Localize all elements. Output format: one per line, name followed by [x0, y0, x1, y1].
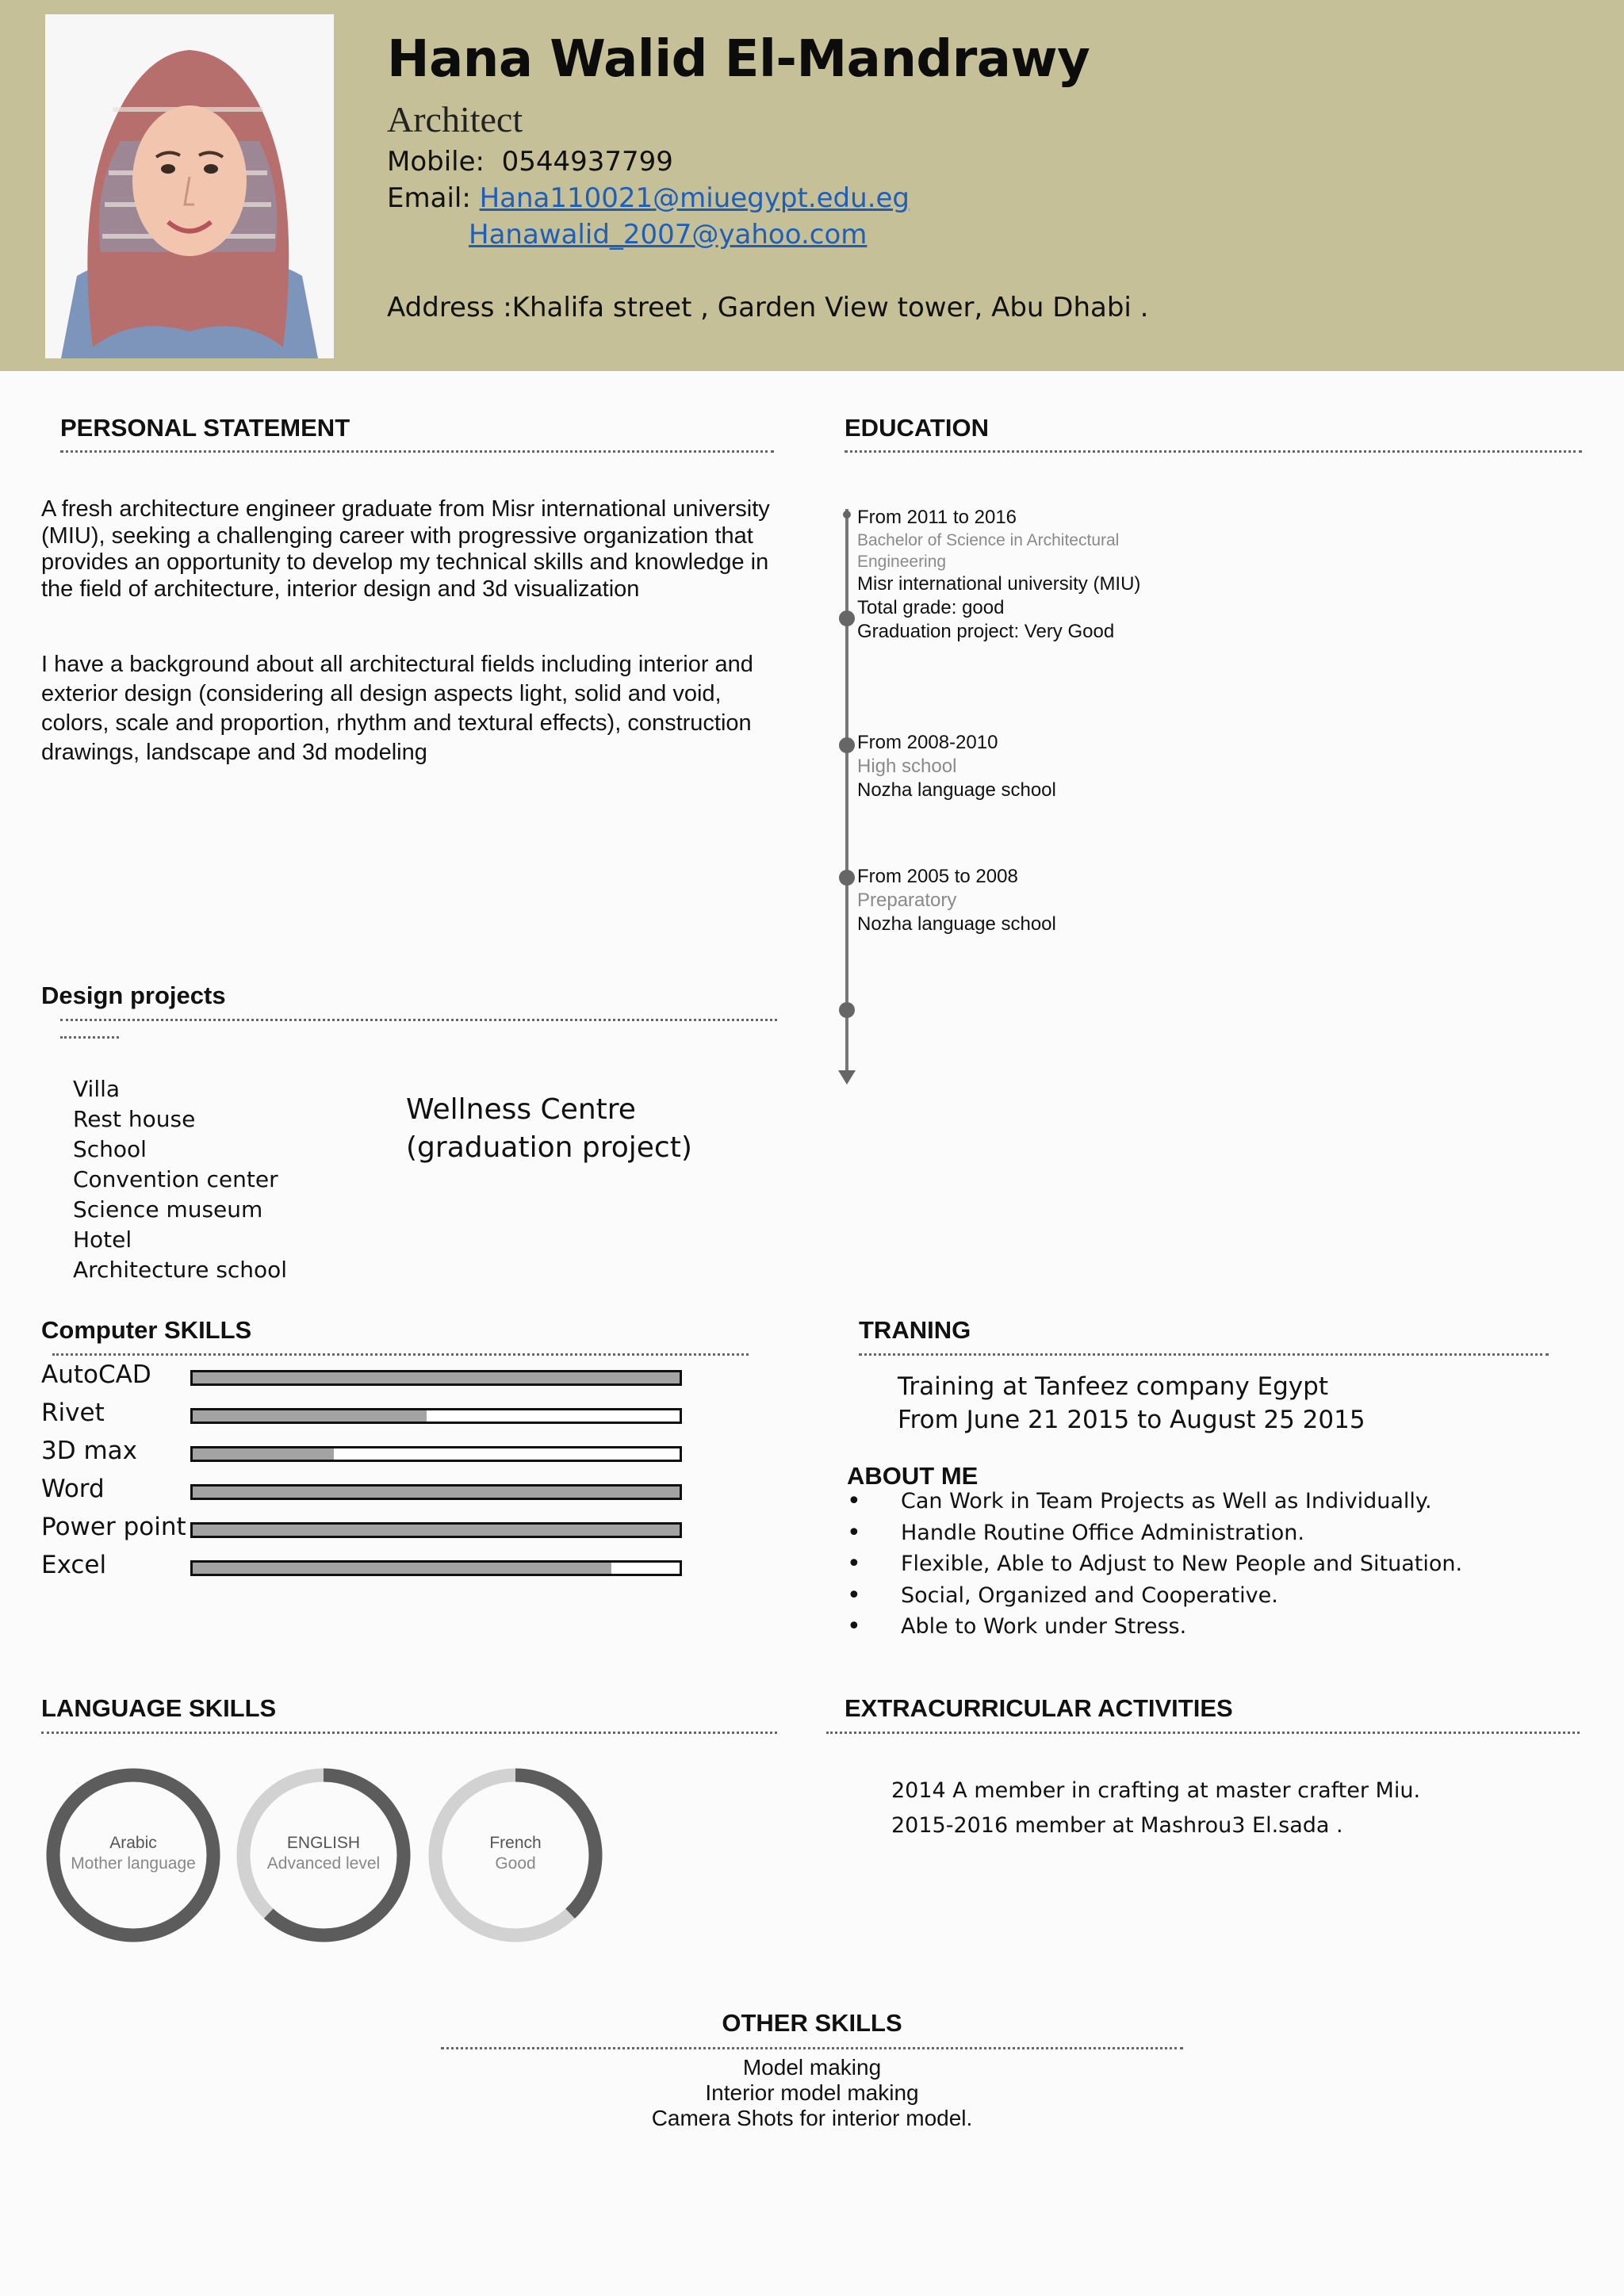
education-period: From 2011 to 2016	[857, 507, 1017, 528]
language-level: Advanced level	[266, 1854, 381, 1873]
email-line-secondary	[469, 219, 867, 251]
education-entry	[857, 865, 1056, 936]
project-item: Rest house	[73, 1106, 196, 1132]
skill-bar-fill	[193, 1448, 334, 1460]
language-name: ENGLISH	[286, 1834, 361, 1852]
skill-bar	[190, 1408, 682, 1424]
about-list	[847, 1486, 1462, 1643]
language-skills-heading: LANGUAGE SKILLS	[41, 1694, 277, 1722]
project-item: Architecture school	[73, 1257, 288, 1283]
other-skills-list	[0, 2055, 1624, 2131]
about-item: • Social, Organized and Cooperative.	[847, 1580, 1462, 1612]
about-item: • Handle Routine Office Administration.	[847, 1517, 1462, 1549]
skill-bar-fill	[193, 1372, 680, 1383]
mobile-label: Mobile:	[387, 146, 485, 178]
divider	[41, 1732, 777, 1734]
timeline-dot	[839, 1002, 855, 1018]
education-detail: Nozha language school	[857, 913, 1056, 935]
skill-label: Rivet	[41, 1399, 105, 1427]
extracurricular-item: 2015-2016 member at Mashrou3 El.sada .	[891, 1813, 1343, 1838]
email-link-primary[interactable]: Hana110021@miuegypt.edu.eg	[479, 182, 910, 214]
skill-bar	[190, 1370, 682, 1386]
job-title: Architect	[387, 99, 523, 140]
training-line: Training at Tanfeez company Egypt	[898, 1372, 1328, 1401]
skill-label: AutoCAD	[41, 1360, 151, 1389]
about-item: • Can Work in Team Projects as Well as Individually.	[847, 1486, 1462, 1517]
candidate-name: Hana Walid El-Mandrawy	[387, 30, 1090, 89]
timeline-arrow-icon	[838, 1070, 856, 1086]
education-detail: Nozha language school	[857, 779, 1056, 801]
divider	[60, 1036, 119, 1039]
language-level: Mother language	[71, 1854, 196, 1873]
project-item: Science museum	[73, 1196, 263, 1223]
extracurricular-item: 2014 A member in crafting at master crafter Miu.	[891, 1778, 1421, 1803]
skill-bar	[190, 1522, 682, 1538]
education-period: From 2008-2010	[857, 732, 998, 753]
divider	[859, 1353, 1549, 1356]
project-item: School	[73, 1136, 147, 1162]
skill-bar	[190, 1560, 682, 1576]
other-skill-item: Camera Shots for interior model.	[651, 2106, 973, 2130]
personal-statement-heading: PERSONAL STATEMENT	[60, 414, 350, 442]
education-heading: EDUCATION	[845, 414, 989, 442]
personal-statement-p2: I have a background about all architectural fields including interior and exterior design (considering all design aspects light, solid and void, colors, scale and proportion, rhythm and textural effects), construction drawings, landscape and 3d modeling	[41, 652, 753, 765]
skill-label: Excel	[41, 1551, 107, 1579]
timeline-dot	[839, 610, 855, 626]
project-item: Hotel	[73, 1226, 132, 1253]
education-degree: Preparatory	[857, 890, 957, 911]
profile-photo	[45, 14, 334, 358]
education-period: From 2005 to 2008	[857, 866, 1018, 887]
graduation-project-note: (graduation project)	[406, 1131, 692, 1164]
education-detail: Misr international university (MIU)	[857, 573, 1141, 595]
project-item: Convention center	[73, 1166, 278, 1192]
about-item: • Flexible, Able to Adjust to New People and Situation.	[847, 1548, 1462, 1580]
education-entry	[857, 731, 1056, 802]
training-details	[898, 1370, 1365, 1437]
portrait-illustration	[45, 14, 334, 358]
education-detail: Graduation project: Very Good	[857, 621, 1115, 642]
design-projects-heading: Design projects	[41, 982, 226, 1009]
language-name: French	[489, 1834, 542, 1852]
about-heading: ABOUT ME	[847, 1462, 979, 1490]
education-degree: Bachelor of Science in Architectural	[857, 531, 1120, 549]
language-level: Good	[495, 1854, 536, 1873]
skill-bar-fill	[193, 1563, 611, 1574]
divider	[60, 450, 774, 453]
personal-statement-p1: A fresh architecture engineer graduate from Misr international university (MIU), seeking a challenging career with progressive organization that provides an opportunity to develop my technical skills and knowledge in the field of architecture, interior design and 3d visualization	[41, 496, 770, 602]
divider	[845, 450, 1582, 453]
language-label	[436, 1833, 595, 1874]
skill-bar-fill	[193, 1487, 680, 1498]
training-heading: TRANING	[859, 1316, 971, 1344]
divider	[441, 2047, 1183, 2049]
address: Address :Khalifa street , Garden View tower, Abu Dhabi .	[387, 292, 1149, 323]
divider	[52, 1353, 749, 1356]
education-entry	[857, 506, 1140, 644]
timeline-dot	[839, 870, 855, 886]
graduation-project-title: Wellness Centre	[406, 1093, 636, 1126]
email-line	[387, 182, 910, 214]
extracurricular-list	[891, 1774, 1420, 1843]
divider	[60, 1019, 777, 1021]
language-name: Arabic	[109, 1834, 157, 1852]
timeline-line	[845, 509, 848, 1081]
language-label	[54, 1833, 213, 1874]
timeline-start-dot	[843, 511, 851, 519]
education-detail: Total grade: good	[857, 597, 1005, 618]
email-link-secondary[interactable]: Hanawalid_2007@yahoo.com	[469, 219, 868, 251]
other-skill-item: Model making	[742, 2055, 882, 2080]
education-degree: High school	[857, 756, 957, 777]
timeline-dot	[839, 737, 855, 753]
divider	[826, 1732, 1580, 1734]
education-degree: Engineering	[857, 553, 947, 571]
extracurricular-heading: EXTRACURRICULAR ACTIVITIES	[845, 1694, 1233, 1722]
email-label: Email:	[387, 182, 471, 214]
skill-label: Power point	[41, 1513, 186, 1541]
graduation-project	[406, 1091, 692, 1167]
project-list	[73, 1074, 287, 1285]
mobile-number: 0544937799	[501, 146, 673, 178]
other-skills-heading: OTHER SKILLS	[722, 2009, 902, 2037]
computer-skills-heading: Computer SKILLS	[41, 1316, 252, 1344]
skill-bar	[190, 1446, 682, 1462]
training-line: From June 21 2015 to August 25 2015	[898, 1406, 1365, 1434]
skill-bar-fill	[193, 1525, 680, 1536]
other-skill-item: Interior model making	[705, 2080, 919, 2105]
skill-bar	[190, 1484, 682, 1500]
project-item: Villa	[73, 1076, 121, 1102]
skill-label: Word	[41, 1475, 105, 1503]
mobile-line	[387, 146, 673, 178]
language-label	[244, 1833, 403, 1874]
skill-bar-fill	[193, 1410, 427, 1422]
about-item: • Able to Work under Stress.	[847, 1611, 1462, 1643]
skill-label: 3D max	[41, 1437, 137, 1465]
